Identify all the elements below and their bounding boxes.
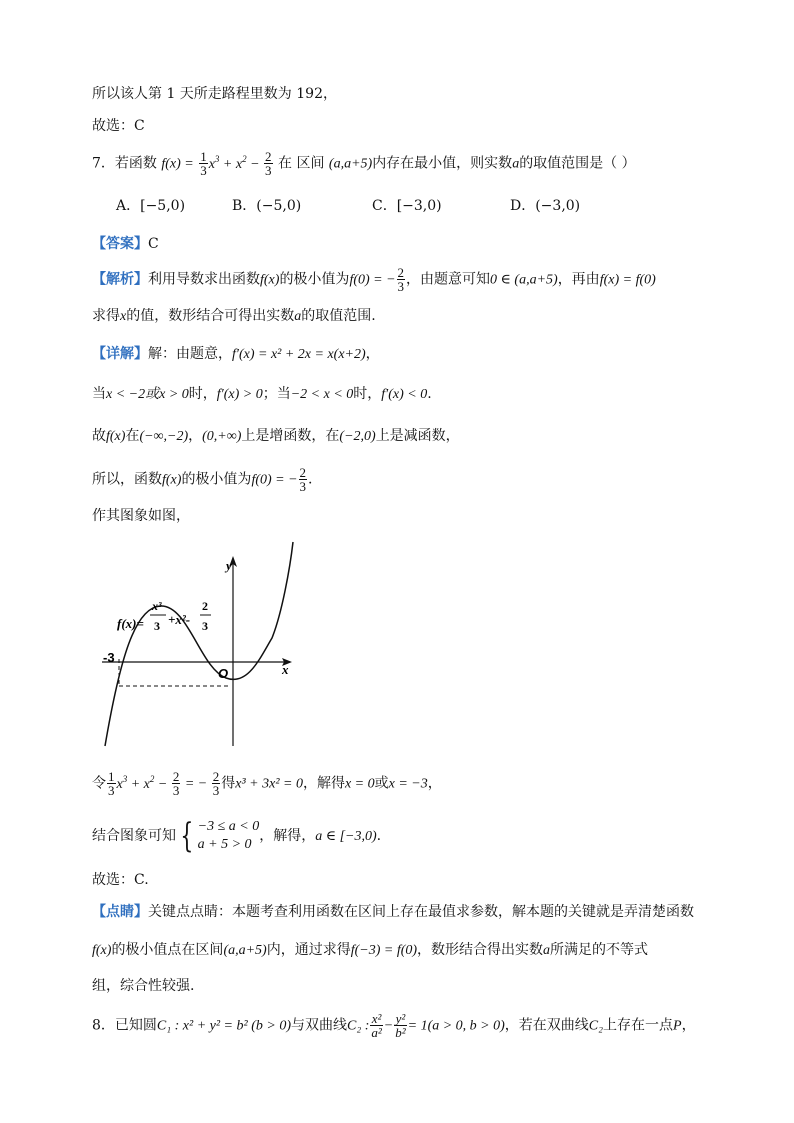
label-minus-3: -3 [103,650,115,665]
label-origin: O [218,666,229,681]
key-point-line-2: f(x)的极小值点在区间(a,a+5)内，通过求得f(−3) = f(0)，数形结合得出实数a所满足的不等式 [92,942,649,958]
detail-line-6: 令 $\frac{1}{3}$ $x^3 + x^2$ − $\frac{2}{3}$ = − $\frac{2}{3}$ 得x³ + 3x² = 0，解得x = 0或x = −3， [92,769,442,798]
fraction: $\frac{1}{3}$ [108,769,115,798]
label-3: 3 [154,619,160,633]
fraction: $\frac{\text{x²}}{\text{a²}}$ [371,1011,382,1040]
text-line-1: 所以该人第 1 天所走路程里数为 192， [92,86,337,102]
label-3b: 3 [202,619,208,633]
label-plus: +x²- [168,612,191,627]
detail-line-1: 【详解】解：由题意，f′(x) = x² + 2x = x(x+2)， [92,346,380,362]
detail-line-5: 作其图象如图， [92,508,190,524]
detail-line-3: 故f(x)在(−∞,−2)，(0,+∞)上是增函数，在(−2,0)上是减函数， [92,428,460,444]
function-graph [100,538,300,750]
fraction: $\frac{2}{3}$ [397,265,405,294]
fraction: $\frac{2}{3}$ [212,769,220,798]
fraction: $\frac{2}{3}$ [299,465,307,494]
label-x: x [282,662,289,677]
option-b: B．(−5,0) [232,198,302,214]
option-c: C．[−3,0) [372,198,442,214]
question-7: 7．若函数 f(x) = $\frac{1}{3}$ $x^3 + x^2$ − $\frac{2}{3}$ 在 区间 (a,a+5)内存在最小值，则实数a的取值范围是（ ） [92,149,636,178]
label-fx: f(x)= [117,616,144,631]
option-a: A．[−5,0) [116,198,186,214]
fraction: $\frac{2}{3}$ [265,149,272,178]
label-x3: x³ [152,599,162,613]
answer-line: 【答案】C [92,236,159,252]
text-line-choice: 故选：C [92,118,145,134]
analysis-line-2: 求得x的值，数形结合可得出实数a的取值范围. [92,308,376,324]
fraction: $\frac{1}{3}$ [200,149,207,178]
key-point-line-1: 【点睛】关键点点睛：本题考查利用函数在区间上存在最值求参数，解本题的关键就是弄清楚函数 [92,904,694,920]
analysis-line-1: 【解析】利用导数求出函数f(x)的极小值为f(0) = − $\frac{2}{3}$ ，由题意可知0 ∈ (a,a+5)，再由f(x) = f(0) [92,265,656,294]
question-8: 8．已知圆C₁ : x² + y² = b² (b > 0)与双曲线C₂ : $\frac{\text{x²}}{\text{a²}}$ − $\frac{\text{y²}}{\text{b²}}$ = 1(a > 0, b > 0)，若在双曲线C₂上存在一点P， [92,1011,696,1040]
detail-line-4: 所以，函数f(x)的极小值为f(0) = − $\frac{2}{3}$ . [92,465,313,494]
fraction: $\frac{\text{y²}}{\text{b²}}$ [395,1011,406,1040]
key-point-line-3: 组，综合性较强. [92,978,195,994]
detail-line-2: 当x < −2或x > 0时，f′(x) > 0；当−2 < x < 0时，f′(x) < 0. [92,386,432,402]
option-d: D．(−3,0) [510,198,581,214]
detail-line-8: 故选：C. [92,872,149,888]
fraction: $\frac{2}{3}$ [172,769,180,798]
label-2: 2 [202,599,208,613]
detail-line-7: 结合图象可知 { −3 ≤ a < 0 a + 5 > 0 ，解得，a ∈ [−3,0). [92,816,382,856]
function-curve [105,542,293,746]
label-y: y [226,558,232,573]
